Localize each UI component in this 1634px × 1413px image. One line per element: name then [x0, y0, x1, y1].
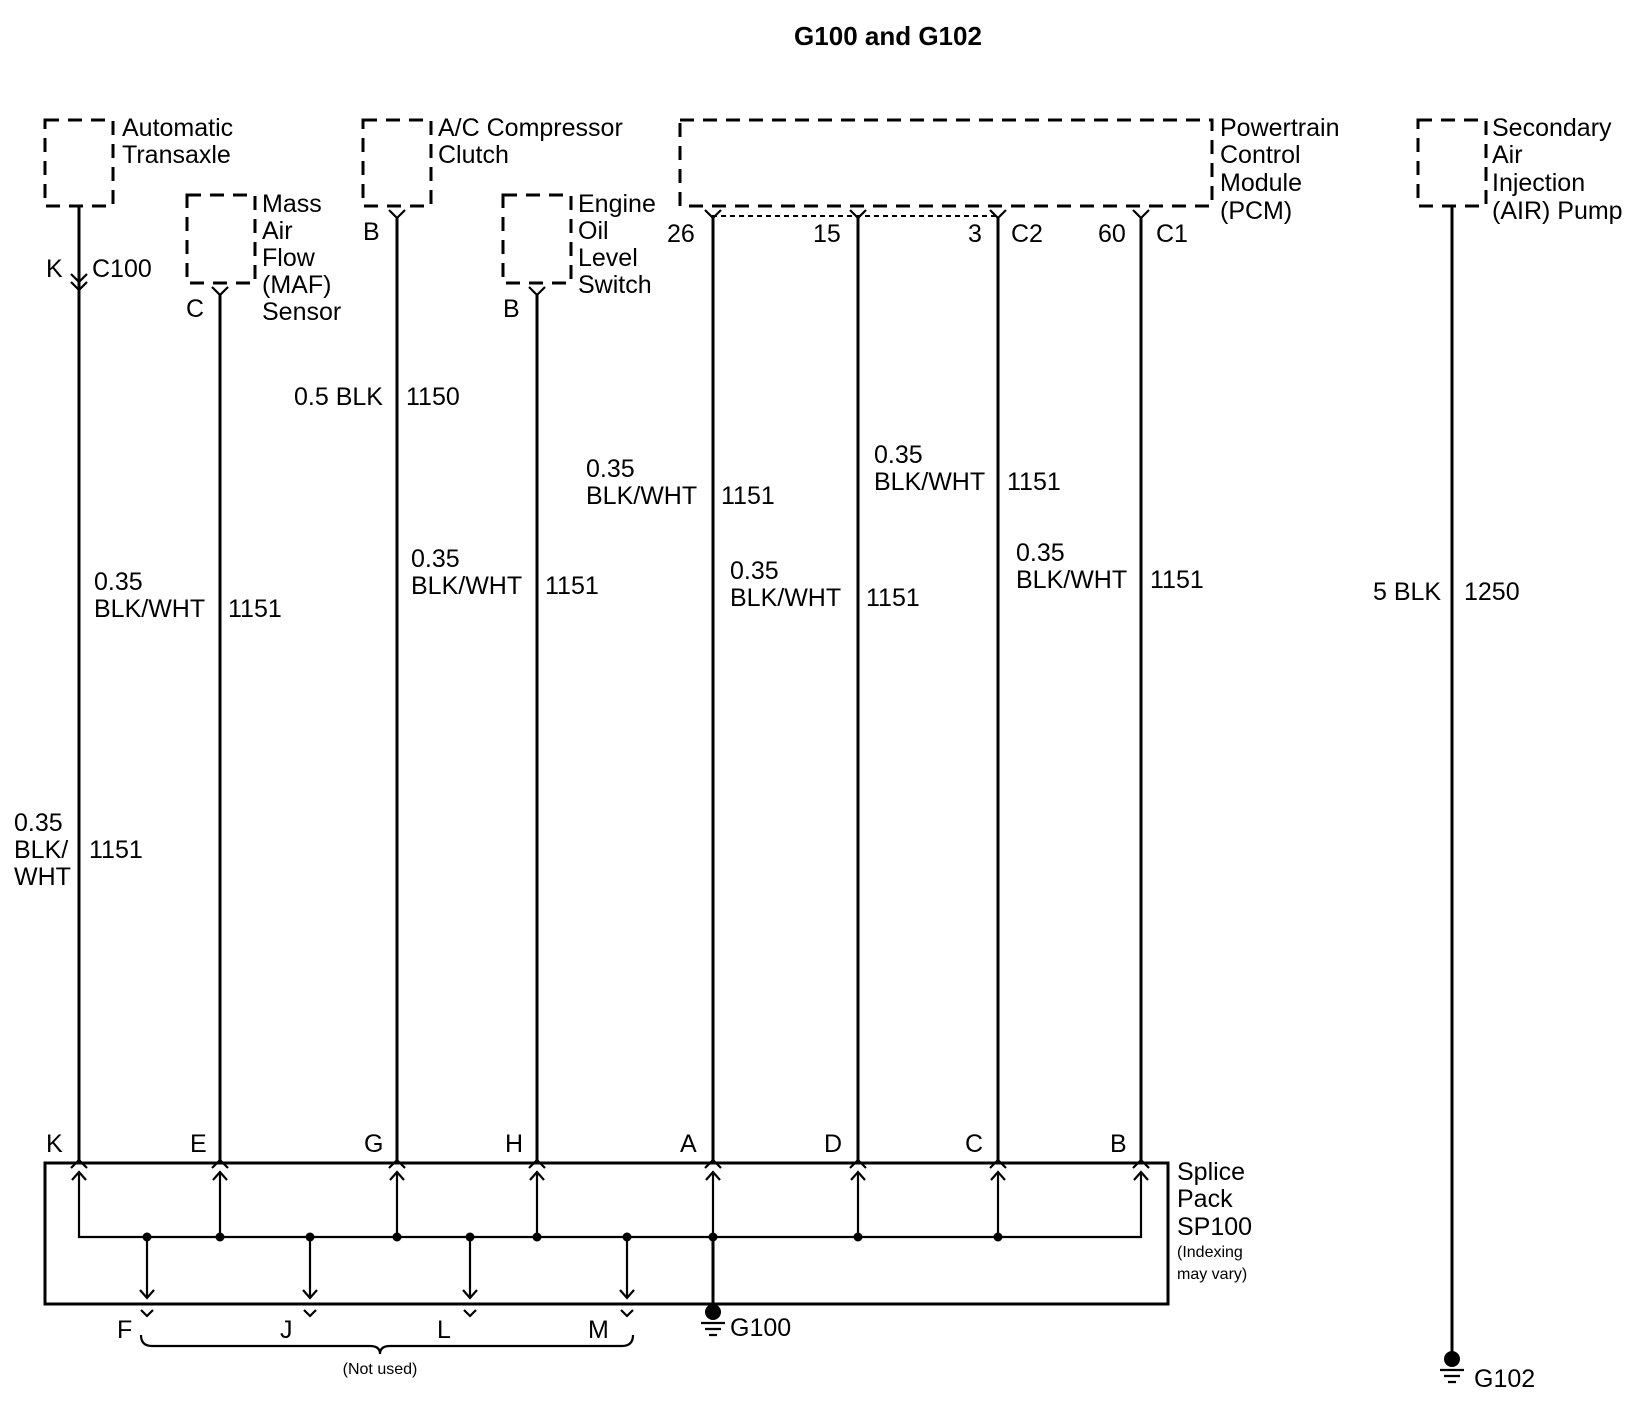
pcm-pin-60-label: 60: [1098, 220, 1126, 248]
wire-transaxle-size: 0.35: [14, 809, 63, 837]
wire-pcm60-circuit: 1151: [1150, 566, 1204, 594]
splice-pin-m: M: [588, 1316, 609, 1344]
air-pump-label-line3: Injection: [1492, 169, 1586, 197]
ground-g102-label: G102: [1474, 1365, 1536, 1393]
oil-switch-box: [503, 195, 571, 283]
ac-clutch-label-line2: Clutch: [438, 141, 509, 169]
splice-pack-label-line1: Splice: [1177, 1158, 1246, 1186]
splice-pack-label: [1177, 1158, 1252, 1283]
splice-internal-bus: [72, 1172, 1148, 1310]
pcm-label-line4: (PCM): [1220, 197, 1293, 225]
wire-pcm3-color: BLK/WHT: [874, 468, 986, 496]
pcm-label-line2: Control: [1220, 141, 1301, 169]
maf-connector-symbol: [212, 287, 228, 295]
ac-connector-symbol: [389, 210, 405, 218]
pcm-c2-label: C2: [1011, 220, 1043, 248]
wire-maf-circuit: 1151: [228, 595, 282, 623]
splice-pin-k: K: [46, 1130, 63, 1158]
air-pump-box: [1418, 120, 1486, 206]
splice-pack-label-line3: SP100: [1177, 1213, 1253, 1241]
splice-pin-a: A: [680, 1130, 697, 1158]
wire-ac-circuit: 1150: [406, 383, 460, 411]
oil-switch-label-line2: Oil: [578, 217, 609, 245]
splice-pack-label-line2: Pack: [1177, 1185, 1233, 1213]
maf-label-line3: Flow: [262, 244, 315, 272]
pcm-label-line1: Powertrain: [1220, 114, 1340, 142]
oil-switch-label-line3: Level: [578, 244, 638, 272]
wire-pcm15-color: BLK/WHT: [730, 584, 842, 612]
ac-clutch-label-line1: A/C Compressor: [438, 114, 623, 142]
oil-switch-label-line4: Switch: [578, 271, 652, 299]
splice-pin-h: H: [505, 1130, 524, 1158]
pcm-box: [680, 120, 1212, 206]
pcm-pin-15-symbol: [850, 210, 866, 218]
wire-oil-color: BLK/WHT: [411, 572, 523, 600]
splice-bottom-connectors: [141, 1310, 633, 1316]
air-pump-label: [1492, 114, 1623, 225]
wire-oil-circuit: 1151: [545, 572, 599, 600]
maf-sensor-label: [262, 190, 341, 326]
wire-ac-label: 0.5 BLK: [294, 383, 383, 411]
wire-pcm26-circuit: 1151: [721, 482, 775, 510]
pcm-label: [1220, 114, 1340, 225]
pcm-label-line3: Module: [1220, 169, 1302, 197]
wire-air-label: 5 BLK: [1373, 578, 1442, 606]
wire-pcm60-color: BLK/WHT: [1016, 566, 1128, 594]
automatic-transaxle-label-line1: Automatic: [122, 114, 234, 142]
ac-clutch-label: [438, 114, 623, 169]
ground-g100-label: G100: [730, 1314, 792, 1342]
c100-pin-label: K: [46, 255, 63, 283]
wire-oil-size: 0.35: [411, 545, 460, 573]
pcm-c1-label: C1: [1156, 220, 1188, 248]
maf-label-line5: Sensor: [262, 298, 342, 326]
oil-connector-symbol: [529, 287, 545, 295]
wire-transaxle-color-b: WHT: [14, 863, 71, 891]
air-pump-label-line1: Secondary: [1492, 114, 1612, 142]
ground-g102-icon: [1440, 1351, 1464, 1382]
oil-pin-label: B: [503, 295, 520, 323]
splice-pin-d: D: [824, 1130, 843, 1158]
wire-transaxle-circuit: 1151: [89, 836, 143, 864]
wire-pcm15-circuit: 1151: [866, 584, 920, 612]
automatic-transaxle-box: [45, 120, 113, 206]
ground-g100-icon: [701, 1304, 725, 1335]
pcm-pin-26-label: 26: [667, 220, 695, 248]
not-used-brace: [141, 1335, 633, 1354]
pcm-pin-60-symbol: [1133, 210, 1149, 218]
splice-pin-l: L: [437, 1316, 451, 1344]
pcm-pin-3-label: 3: [968, 220, 982, 248]
maf-label-line2: Air: [262, 217, 293, 245]
diagram-title: G100 and G102: [794, 21, 982, 51]
splice-note-line2: may vary): [1177, 1266, 1248, 1283]
air-pump-label-line4: (AIR) Pump: [1492, 197, 1623, 225]
ac-pin-label: B: [363, 218, 380, 246]
splice-pin-c: C: [965, 1130, 984, 1158]
wire-pcm26-color: BLK/WHT: [586, 482, 698, 510]
wire-maf-color: BLK/WHT: [94, 595, 206, 623]
oil-switch-label-line1: Engine: [578, 190, 656, 218]
pcm-pin-26-symbol: [705, 210, 721, 218]
splice-pin-e: E: [190, 1130, 207, 1158]
maf-label-line1: Mass: [262, 190, 322, 218]
splice-pin-j: J: [280, 1316, 293, 1344]
pcm-pin-15-label: 15: [813, 220, 841, 248]
wire-air-circuit: 1250: [1464, 578, 1520, 606]
oil-switch-label: [578, 190, 656, 299]
wire-pcm26-size: 0.35: [586, 455, 635, 483]
wire-maf-size: 0.35: [94, 568, 143, 596]
wire-pcm3-size: 0.35: [874, 441, 923, 469]
maf-pin-label: C: [186, 295, 205, 323]
splice-pin-f: F: [117, 1316, 133, 1344]
splice-pin-b: B: [1110, 1130, 1127, 1158]
automatic-transaxle-label: [122, 114, 233, 169]
ac-clutch-box: [363, 120, 431, 206]
wire-pcm15-size: 0.35: [730, 557, 779, 585]
wire-pcm60-size: 0.35: [1016, 539, 1065, 567]
maf-sensor-box: [187, 195, 255, 283]
wire-pcm3-circuit: 1151: [1007, 468, 1061, 496]
automatic-transaxle-label-line2: Transaxle: [122, 141, 231, 169]
splice-note-line1: (Indexing: [1177, 1244, 1243, 1261]
air-pump-label-line2: Air: [1492, 141, 1523, 169]
not-used-label: (Not used): [342, 1361, 418, 1378]
splice-pin-g: G: [364, 1130, 384, 1158]
maf-label-line4: (MAF): [262, 271, 332, 299]
c100-connector-label: C100: [92, 255, 152, 283]
wire-transaxle-color-a: BLK/: [14, 836, 69, 864]
